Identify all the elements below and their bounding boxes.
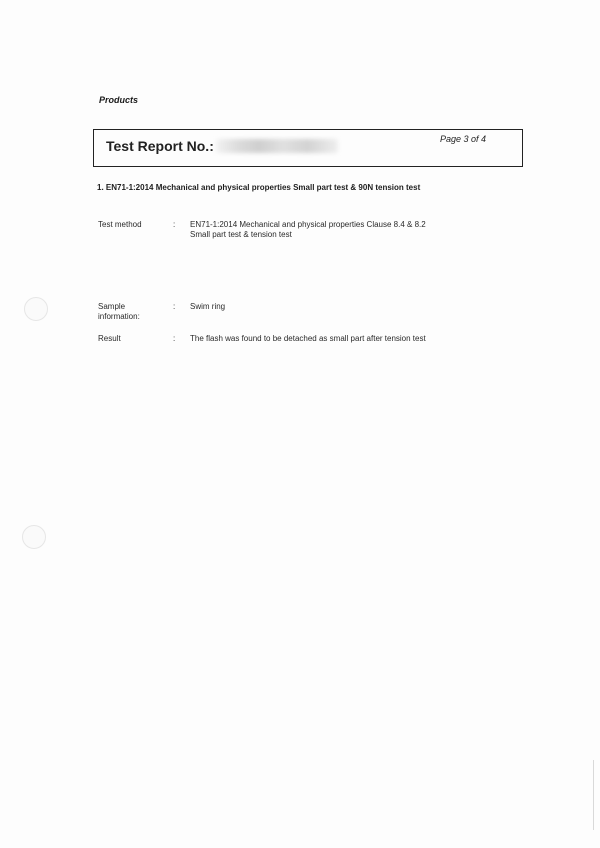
scan-edge-line [593, 760, 594, 830]
test-method-colon: : [173, 220, 176, 229]
report-header-box [93, 129, 523, 167]
report-title: Test Report No.: [106, 138, 214, 154]
sample-information-label-line1: Sample [98, 302, 126, 311]
punch-hole-mark [22, 525, 46, 549]
products-label: Products [99, 95, 139, 105]
punch-hole-mark [24, 297, 48, 321]
test-method-value-line1: EN71-1:2014 Mechanical and physical properties Clause 8.4 & 8.2 [190, 220, 426, 229]
test-method-value-line2: Small part test & tension test [190, 230, 292, 239]
sample-information-value: Swim ring [190, 302, 226, 311]
result-label: Result [98, 334, 121, 343]
redacted-report-number [216, 139, 338, 153]
result-value: The flash was found to be detached as small part after tension test [190, 334, 426, 343]
section-heading: 1. EN71-1:2014 Mechanical and physical properties Small part test & 90N tension test [97, 183, 421, 192]
test-method-label: Test method [98, 220, 142, 229]
page-number: Page 3 of 4 [439, 134, 486, 144]
sample-information-colon: : [173, 302, 176, 311]
result-colon: : [173, 334, 176, 343]
sample-information-label-line2: information: [98, 312, 140, 321]
